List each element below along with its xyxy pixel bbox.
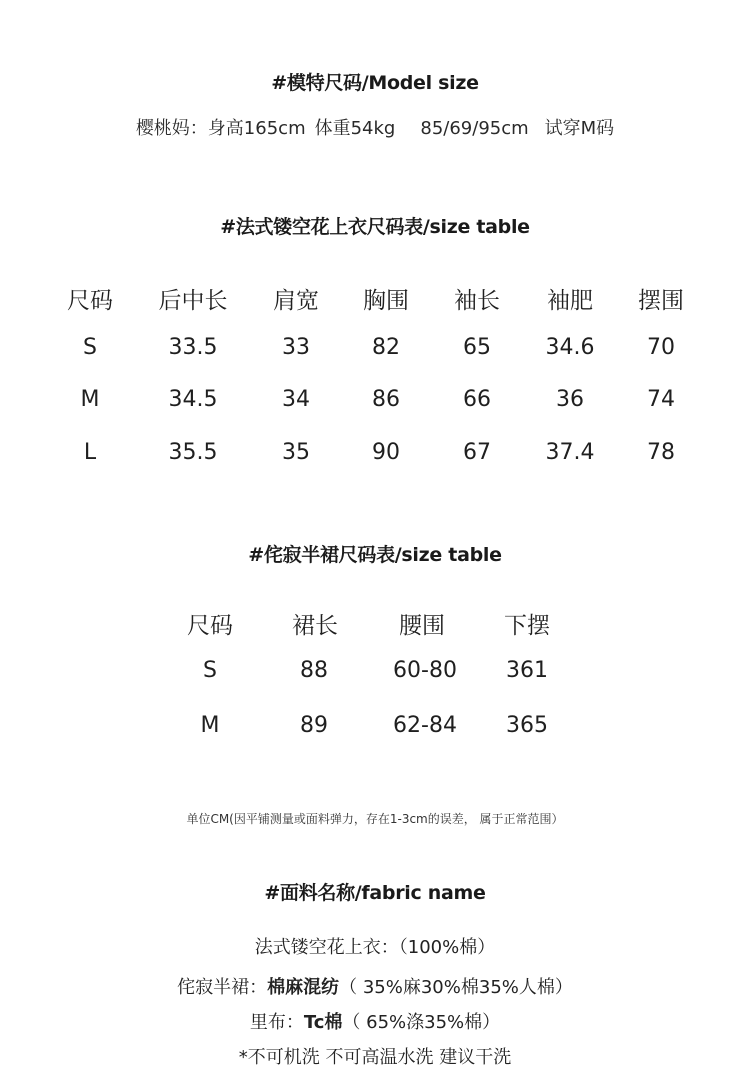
table-cell: 35 [282, 440, 310, 465]
measurement-note: 单位CM(因平铺测量或面料弹力，存在1-3cm的误差， 属于正常范围） [186, 812, 564, 826]
table-cell: M [80, 387, 100, 412]
top-col-back-length: 后中长 [158, 288, 228, 314]
table-cell: 90 [372, 440, 400, 465]
table-cell: 33 [282, 335, 310, 360]
table-cell: 62-84 [393, 713, 457, 738]
fabric-lining-detail: （ 65%涤35%棉） [342, 1012, 501, 1033]
top-col-size: 尺码 [67, 288, 113, 314]
table-cell: 82 [372, 335, 400, 360]
skirt-col-size: 尺码 [187, 613, 233, 639]
model-try-on-size: 试穿M码 [544, 118, 615, 139]
table-cell: 33.5 [168, 335, 218, 360]
table-cell: 67 [463, 440, 491, 465]
table-cell: 70 [647, 335, 675, 360]
table-cell: 37.4 [545, 440, 595, 465]
top-size-table-heading: #法式镂空花上衣尺码表/size table [220, 216, 530, 238]
top-col-bust: 胸围 [363, 288, 409, 314]
table-cell: 66 [463, 387, 491, 412]
fabric-skirt-name: 棉麻混纺 [267, 977, 340, 998]
care-instructions: *不可机洗 不可高温水洗 建议干洗 [238, 1047, 512, 1068]
table-cell: S [83, 335, 97, 360]
fabric-skirt [0, 973, 750, 999]
fabric-lining-name: Tc棉 [303, 1012, 343, 1033]
table-cell: 78 [647, 440, 675, 465]
model-measurements: 85/69/95cm [420, 118, 529, 139]
table-cell: 60-80 [393, 658, 457, 683]
top-col-hem: 摆围 [638, 288, 684, 314]
model-size-heading: #模特尺码/Model size [271, 72, 479, 94]
skirt-col-length: 裙长 [292, 613, 338, 639]
table-cell: 89 [300, 713, 328, 738]
table-cell: 36 [556, 387, 584, 412]
table-cell: 74 [647, 387, 675, 412]
skirt-col-hem: 下摆 [504, 613, 550, 639]
top-col-sleeve-width: 袖肥 [547, 288, 593, 314]
fabric-skirt-detail: （ 35%麻30%棉35%人棉） [339, 977, 573, 998]
table-cell: 34 [282, 387, 310, 412]
fabric-lining-label: 里布： [249, 1012, 304, 1033]
table-cell: 35.5 [168, 440, 218, 465]
table-cell: M [200, 713, 220, 738]
fabric-lining [0, 1008, 750, 1034]
model-height: 樱桃妈：身高165cm [135, 118, 306, 139]
model-weight: 体重54kg [314, 118, 396, 139]
table-cell: 34.5 [168, 387, 218, 412]
fabric-skirt-label: 侘寂半裙： [177, 977, 268, 998]
top-col-sleeve-length: 袖长 [454, 288, 500, 314]
fabric-top: 法式镂空花上衣：（100%棉） [254, 937, 496, 958]
table-cell: 361 [506, 658, 548, 683]
table-cell: L [83, 440, 97, 465]
top-col-shoulder: 肩宽 [273, 288, 319, 314]
table-cell: 86 [372, 387, 400, 412]
table-cell: 365 [506, 713, 548, 738]
table-cell: 34.6 [545, 335, 595, 360]
table-cell: S [203, 658, 217, 683]
table-cell: 88 [300, 658, 328, 683]
table-cell: 65 [463, 335, 491, 360]
fabric-heading: #面料名称/fabric name [264, 882, 486, 904]
skirt-size-table-heading: #侘寂半裙尺码表/size table [248, 544, 502, 566]
skirt-col-waist: 腰围 [399, 613, 445, 639]
